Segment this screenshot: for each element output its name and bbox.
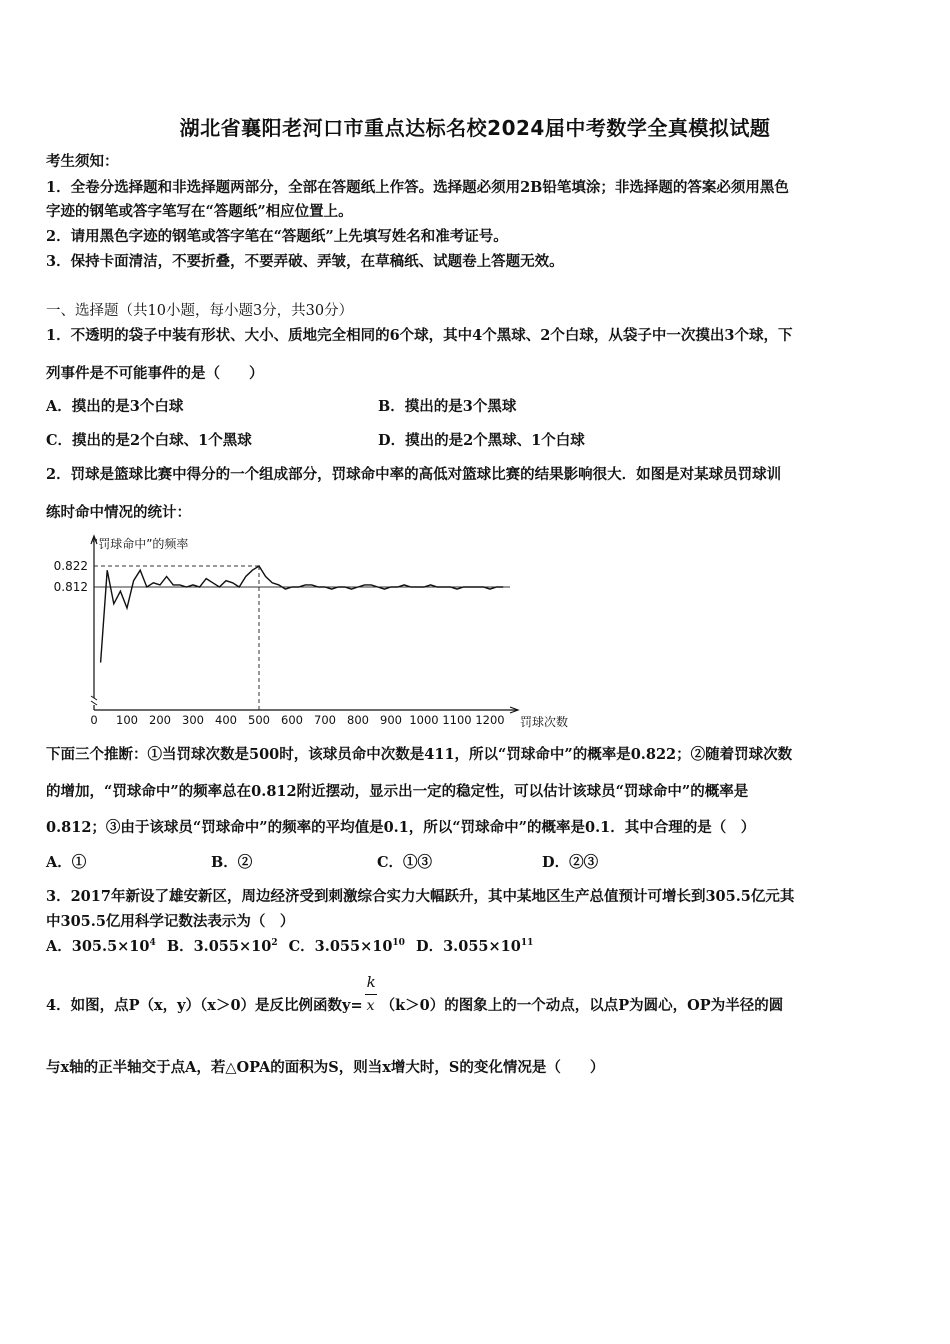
q4-line-1	[46, 973, 784, 1016]
free-throw-chart	[40, 532, 590, 732]
q3-option-a: A．305.5×10	[46, 938, 150, 955]
q3-line-2: 中305.5亿用科学记数法表示为（ ）	[46, 913, 295, 930]
notice-heading: 考生须知：	[46, 153, 119, 170]
q2-line-5: 0.812；③由于该球员“罚球命中”的频率的平均值是0.1，所以“罚球命中”的概率是0.1．其中合理的是（ ）	[46, 819, 756, 836]
q2-line-4: 的增加，“罚球命中”的频率总在0.812附近摆动，显示出一定的稳定性，可以估计该球员“罚球命中”的概率是	[46, 783, 749, 800]
q3-line-1: 3．2017年新设了雄安新区，周边经济受到刺激综合实力大幅跃升，其中某地区生产总值预计可增长到305.5亿元其	[46, 888, 795, 905]
q3-option-a-exponent: 4	[149, 938, 156, 948]
q2-option-a: A．①	[46, 854, 87, 871]
q3-option-b: B．3.055×10	[166, 938, 272, 955]
q1-line-1: 1．不透明的袋子中装有形状、大小、质地完全相同的6个球，其中4个黑球、2个白球，从袋子中一次摸出3个球，下	[46, 327, 793, 344]
exam-title: 湖北省襄阳老河口市重点达标名校2024届中考数学全真模拟试题	[179, 116, 771, 140]
q4-line-2: 与x轴的正半轴交于点A，若△OPA的面积为S，则当x增大时，S的变化情况是（ ）	[46, 1059, 605, 1076]
y-tick-label: 0.822	[53, 559, 88, 573]
chart-labels	[54, 536, 568, 729]
notice-item-3: 3．保持卡面清洁，不要折叠，不要弄破、弄皱，在草稿纸、试题卷上答题无效。	[46, 253, 564, 270]
x-tick-label: 300	[182, 713, 204, 727]
x-tick-label: 500	[248, 713, 270, 727]
y-tick-label: 0.812	[53, 580, 88, 594]
q1-option-c: C．摸出的是2个白球、1个黑球	[46, 432, 252, 449]
x-tick-label: 600	[281, 713, 303, 727]
x-tick-label: 1200	[475, 713, 505, 727]
q4-line-1-post: （k＞0）的图象上的一个动点，以点P为圆心，OP为半径的圆	[380, 997, 784, 1014]
q1-option-b: B．摸出的是3个黑球	[378, 398, 517, 415]
q4-fraction-bar	[365, 994, 377, 995]
x-tick-label: 800	[347, 713, 369, 727]
x-tick-label: 100	[116, 713, 138, 727]
q3-option-c: C．3.055×10	[288, 938, 393, 955]
q4-line-1-pre: 4．如图，点P（x，y）（x＞0）是反比例函数y=	[46, 997, 363, 1014]
x-tick-label: 900	[380, 713, 402, 727]
notice-item-1a: 1．全卷分选择题和非选择题两部分，全部在答题纸上作答。选择题必须用2B铅笔填涂；非选择题的答案必须用黑色	[46, 179, 789, 196]
q2-option-d: D．②③	[542, 854, 599, 871]
frequency-series-line	[101, 566, 504, 663]
q2-line-1: 2．罚球是篮球比赛中得分的一个组成部分，罚球命中率的高低对篮球比赛的结果影响很大．如图是对某球员罚球训	[46, 466, 782, 483]
q3-option-d: D．3.055×10	[416, 938, 521, 955]
x-tick-label: 400	[215, 713, 237, 727]
q4-fraction-denominator: x	[366, 998, 375, 1014]
x-axis-label: 罚球次数	[520, 715, 569, 729]
x-tick-label: 1000	[409, 713, 439, 727]
q2-line-3: 下面三个推断：①当罚球次数是500时，该球员命中次数是411，所以“罚球命中”的概率是0.822；②随着罚球次数	[46, 746, 793, 763]
chart-series	[101, 566, 504, 663]
section-heading: 一、选择题（共10小题，每小题3分，共30分）	[46, 303, 354, 319]
q3-options	[46, 937, 533, 957]
y-axis-label: “罚球命中”的频率	[92, 537, 189, 551]
x-tick-label: 0	[90, 713, 98, 727]
chart-axes	[91, 536, 518, 713]
q2-option-b: B．②	[211, 854, 253, 871]
x-tick-label: 200	[149, 713, 171, 727]
q3-option-c-exponent: 10	[392, 938, 405, 948]
x-tick-label: 700	[314, 713, 336, 727]
q4-fraction-numerator: k	[366, 973, 376, 991]
notice-item-2: 2．请用黑色字迹的钢笔或答字笔在“答题纸”上先填写姓名和准考证号。	[46, 228, 508, 245]
q4-fraction	[365, 973, 377, 1016]
q1-option-a: A．摸出的是3个白球	[46, 398, 184, 415]
q1-option-d: D．摸出的是2个黑球、1个白球	[378, 432, 585, 449]
q1-line-2: 列事件是不可能事件的是（ ）	[46, 365, 264, 382]
q2-option-c: C．①③	[377, 854, 433, 871]
notice-item-1b: 字迹的钢笔或答字笔写在“答题纸”相应位置上。	[46, 203, 353, 220]
x-tick-label: 1100	[442, 713, 472, 727]
q3-option-d-exponent: 11	[520, 938, 534, 948]
q3-option-b-exponent: 2	[271, 938, 278, 948]
q2-line-2: 练时命中情况的统计：	[46, 504, 191, 521]
